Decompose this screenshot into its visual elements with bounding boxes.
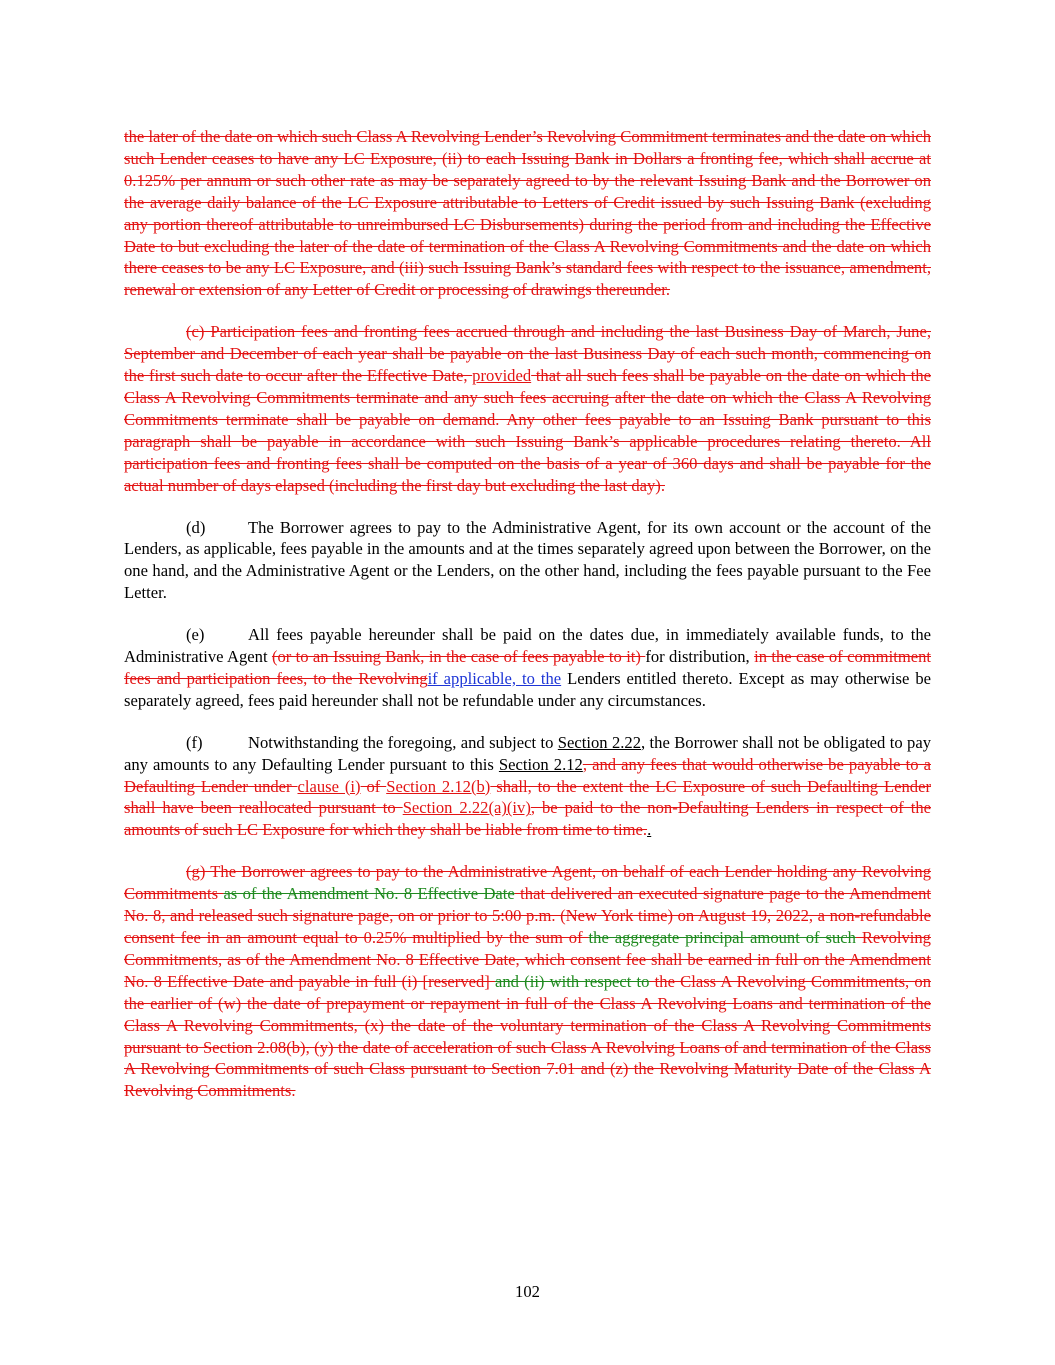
moved-deleted-text: and (ii) with respect to — [495, 971, 650, 991]
deleted-text: that delivered an executed signature page to the Amendment No. 8, and released such signature page, on or prior to 5:00 p.m. (New York time) on August 19, 2022, a non-refundable consent fee in an amount equal to 0.25% multiplied by the sum of — [124, 884, 932, 947]
deleted-text: , and any fees that would otherwise be payable to a Defaulting Lender under — [124, 754, 931, 796]
deleted-text: , be paid to the non-Defaulting Lenders in respect of the amounts of such LC Exposure for which they shall be liable from time to time. — [124, 798, 931, 840]
moved-deleted-text: the aggregate principal amount of such — [588, 928, 856, 947]
deleted-text: (c) Participation fees and fronting fees accrued through and including the last Business Day of March, June, September and December of each year shall be payable on the last Business Day of each such month, commencing on the first such date to occur after the Effective Date, — [124, 322, 931, 386]
inserted-text: if applicable, to the — [427, 668, 562, 688]
document-page — [124, 126, 931, 1122]
moved-deleted-text: as of the Amendment No. 8 Effective Date — [223, 884, 515, 904]
section-reference: Section 2.12 — [498, 754, 583, 774]
paragraph-f — [124, 732, 931, 842]
paragraph-text: , the Borrower shall not be obligated to pay any amounts to any Defaulting Lender pursuant to this — [124, 732, 931, 774]
deleted-text: shall, to the extent the LC Exposure of such Defaulting Lender shall have been reallocated pursuant to — [124, 776, 931, 818]
deleted-text: the Class A Revolving Commitments, on the earlier of (w) the date of prepayment or repayment in full of the Class A Revolving Loans and termination of the Class A Revolving Commitments, (x) the date of the voluntary termination of the Class A Revolving Commitments pursuant to Section 2.08(b), (y) the date of acceleration of such Class A Revolving Loans of and termination of the Class A Revolving Commitments of such Class pursuant to Section 7.01 and (z) the Revolving Maturity Date of the Class A Revolving Commitments. — [124, 971, 931, 1101]
deleted-text: of — [360, 776, 387, 796]
paragraph-label: (f) — [186, 732, 203, 752]
deleted-reference: Section 2.12(b) — [386, 776, 491, 796]
deleted-text: in the case of commitment fees and participation fees, to the Revolving — [124, 647, 931, 688]
paragraph-end: . — [647, 820, 652, 840]
deleted-reference: Section 2.22(a)(iv) — [402, 798, 531, 818]
paragraph-c — [124, 321, 931, 496]
paragraph-b-continuation — [124, 126, 931, 301]
paragraph-d — [124, 517, 931, 605]
deleted-text: Revolving Commitments, as of the Amendment No. 8 Effective Date, which consent fee shall be earned in full on the Amendment No. 8 Effective Date and payable in full (i) [reserved] — [124, 928, 931, 991]
paragraph-text: Lenders entitled thereto. Except as may otherwise be separately agreed, fees paid hereunder shall not be refundable under any circumstances. — [124, 668, 931, 710]
deleted-text: the later of the date on which such Class A Revolving Lender’s Revolving Commitment terminates and the date on which such Lender ceases to have any LC Exposure, (ii) to each Issuing Bank in Dollars a fronting fee, which shall accrue at 0.125% per annum or such other rate as may be separately agreed to by the relevant Issuing Bank and the Borrower on the average daily balance of the LC Exposure attributable to Letters of Credit issued by such Issuing Bank (excluding any portion thereof attributable to unreimbursed LC Disbursements) during the period from and including the Effective Date to but excluding the later of the date of termination of the Class A Revolving Commitments and the date on which there ceases to be any LC Exposure, and (iii) such Issuing Bank’s standard fees with respect to the issuance, amendment, renewal or extension of any Letter of Credit or processing of drawings thereunder. — [124, 127, 931, 300]
paragraph-label: (e) — [186, 625, 205, 645]
deleted-text: (g) The Borrower agrees to pay to the Administrative Agent, on behalf of each Lender holding any Revolving Commitments — [124, 862, 931, 904]
deleted-text: that all such fees shall be payable on the date on which the Class A Revolving Commitments terminate and any such fees accruing after the date on which the Class A Revolving Commitments terminate shall be payable on demand. Any other fees payable to an Issuing Bank pursuant to this paragraph shall be payable in accordance with such Issuing Bank’s applicable procedures relating thereto. All participation fees and fronting fees shall be computed on the basis of a year of 360 days and shall be payable for the actual number of days elapsed (including the first day but excluding the last day). — [124, 366, 931, 495]
paragraph-text: The Borrower agrees to pay to the Administrative Agent, for its own account or the account of the Lenders, as applicable, fees payable in the amounts and at the times separately agreed upon between the Borrower, on the one hand, and the Administrative Agent or the Lenders, on the other hand, including the fees payable pursuant to the Fee Letter. — [124, 517, 931, 603]
deleted-provided: provided — [472, 366, 532, 386]
paragraph-e — [124, 624, 931, 712]
deleted-text: (or to an Issuing Bank, in the case of fees payable to it) — [271, 647, 646, 667]
page-number: 102 — [515, 1282, 540, 1301]
deleted-reference: clause (i) — [297, 776, 361, 796]
paragraph-text: All fees payable hereunder shall be paid on the dates due, in immediately available funds, to the Administrative Agent — [124, 625, 931, 667]
paragraph-text: Notwithstanding the foregoing, and subject to — [248, 732, 558, 752]
section-reference: Section 2.22 — [557, 732, 642, 752]
paragraph-label: (d) — [186, 517, 206, 537]
paragraph-text: for distribution, — [645, 647, 755, 667]
paragraph-g — [124, 861, 931, 1102]
